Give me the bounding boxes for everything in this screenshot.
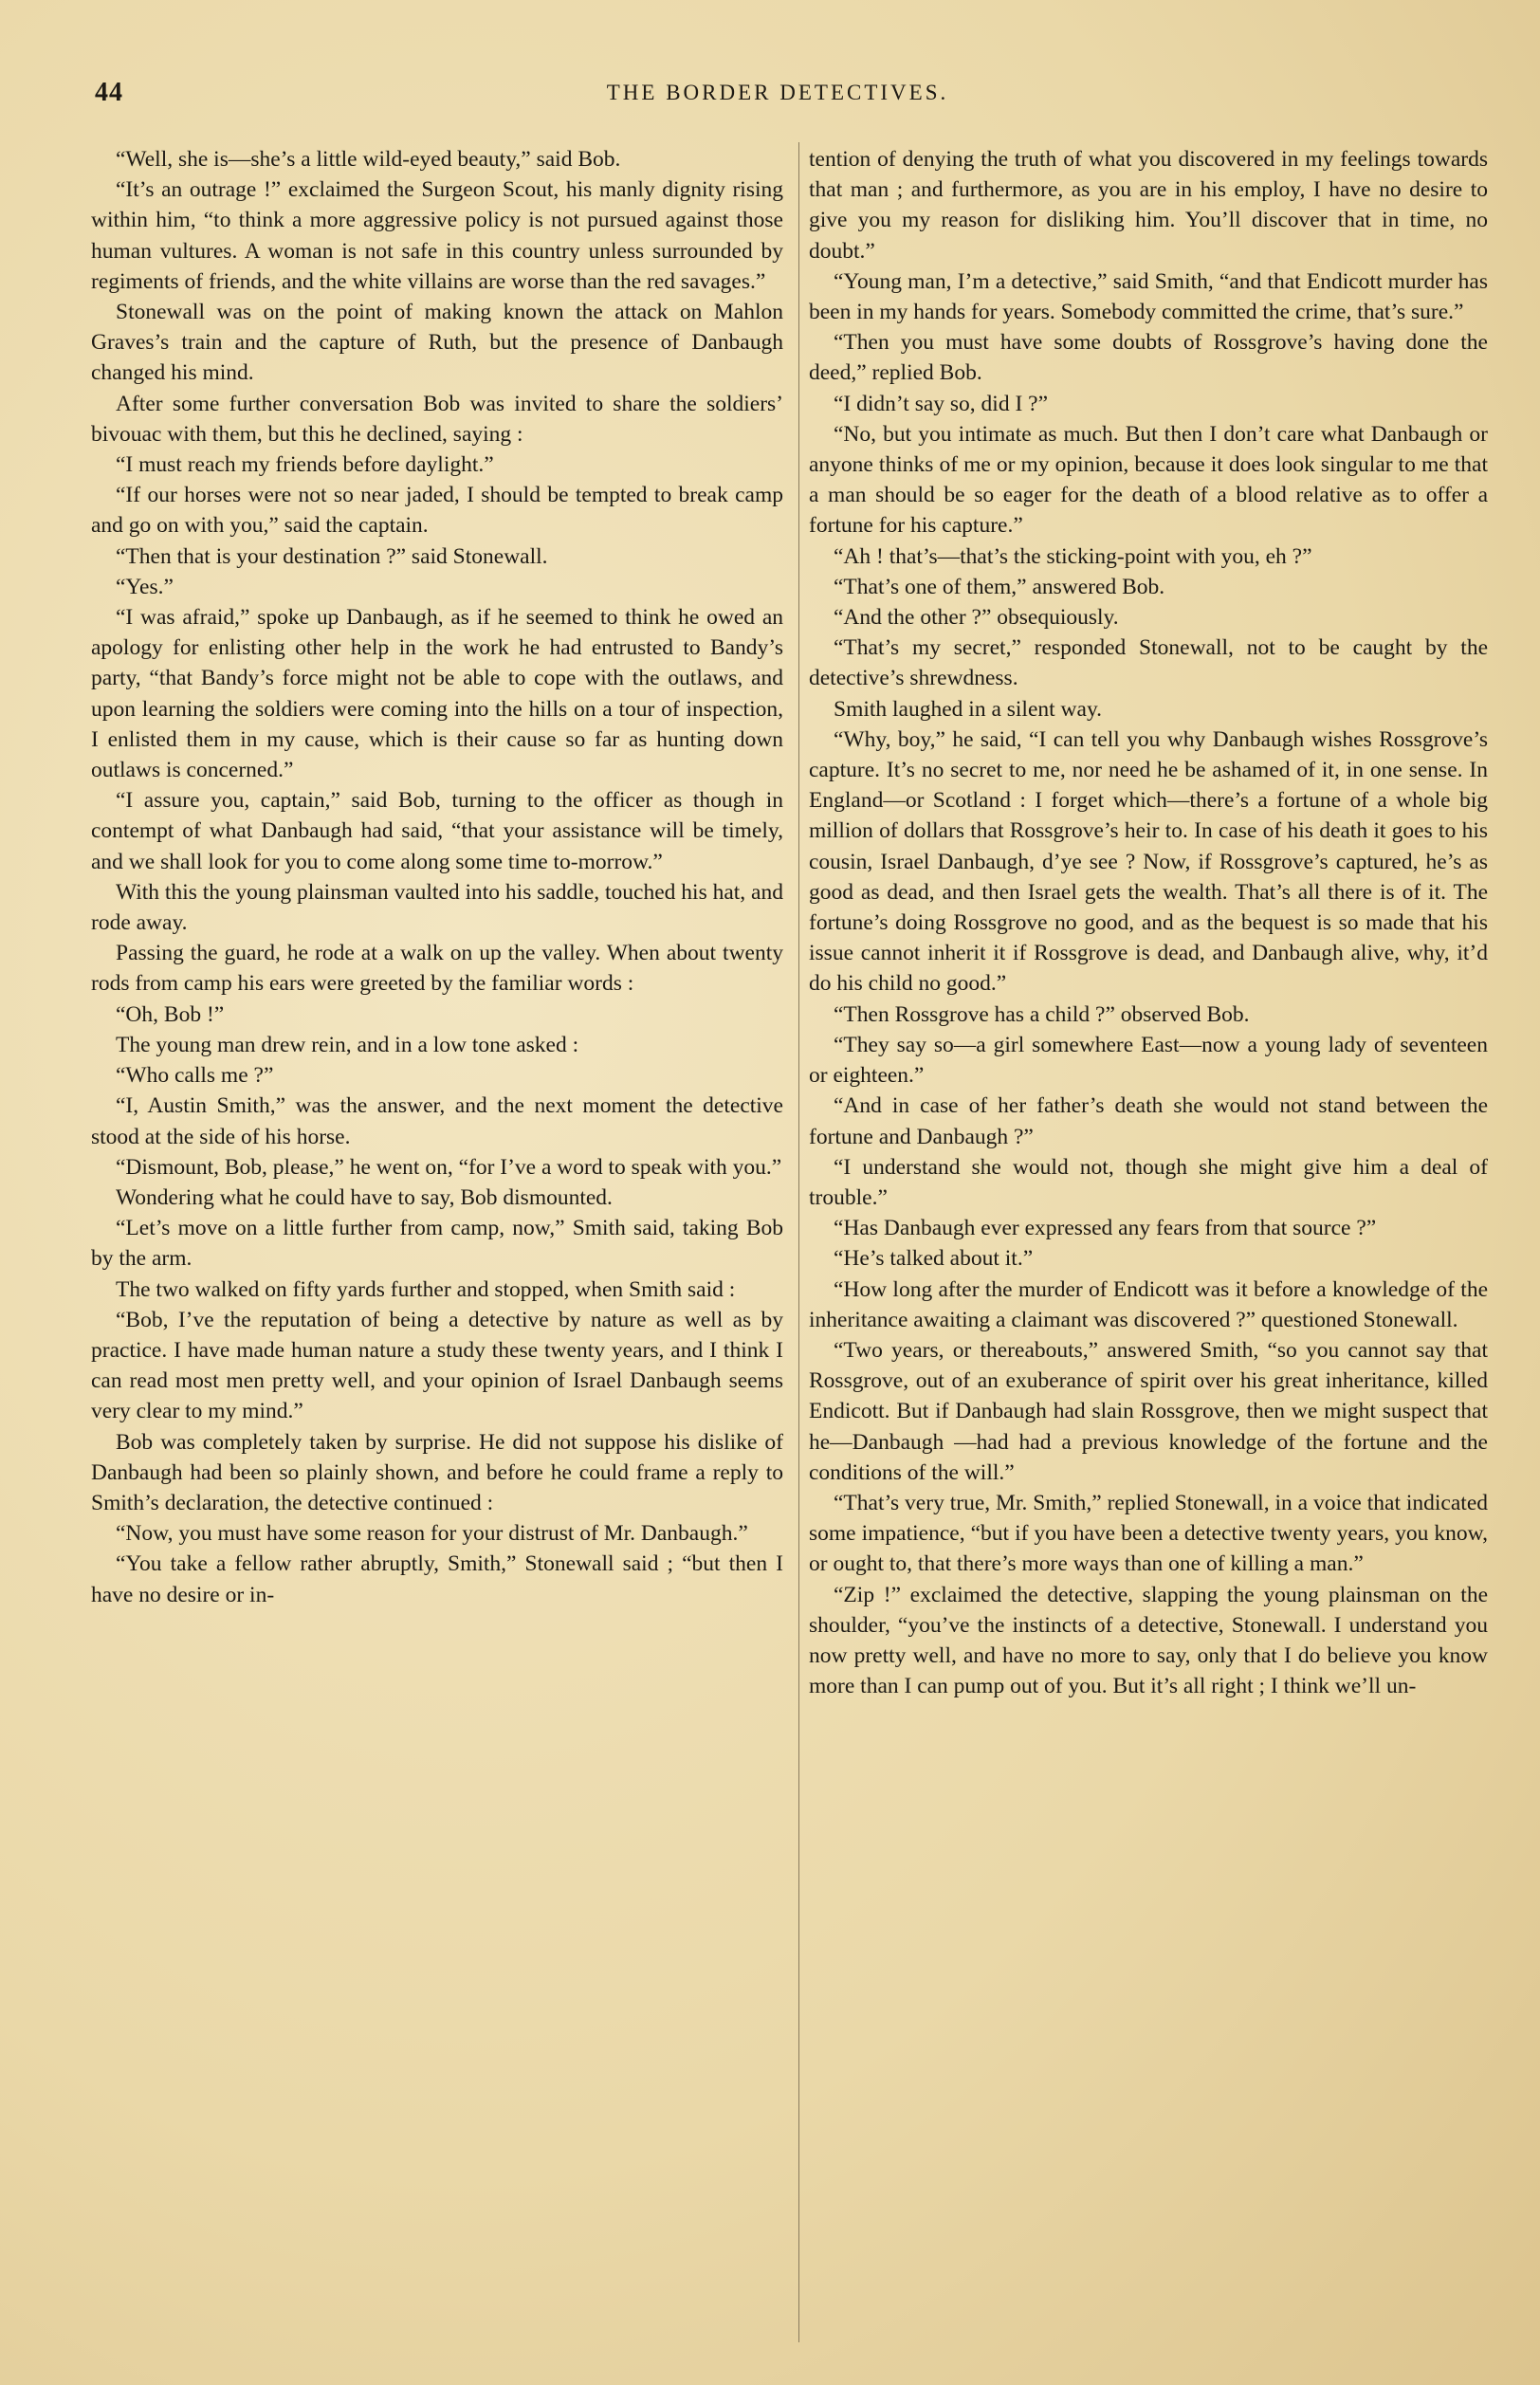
paragraph-continued: tention of denying the truth of what you discovered in my feelings towards that man ; and furthermore, as you are in his employ, I have no desire to give you my reason for disliking him. You’ll discover that in time, no doubt.”: [809, 147, 1488, 264]
paragraph: “Yes.”: [116, 574, 174, 599]
paragraph: “Young man, I’m a detective,” said Smith, “and that Endicott murder has been in my hands for years. Somebody committed the crime, that’s sure.”: [809, 268, 1488, 325]
paragraph: “Ah ! that’s—that’s the sticking-point with you, eh ?”: [834, 543, 1312, 569]
paragraph: “Then you must have some doubts of Rossgrove’s having done the deed,” replied Bob.: [809, 330, 1488, 386]
paragraph: After some further conversation Bob was invited to share the soldiers’ bivouac with them, but this he declined, saying :: [91, 391, 783, 447]
paragraph: “That’s one of them,” answered Bob.: [834, 574, 1165, 599]
paragraph: “Well, she is—she’s a little wild-eyed beauty,” said Bob.: [116, 147, 621, 172]
paragraph: “Bob, I’ve the reputation of being a detective by nature as well as by practice. I have made human nature a study these twenty years, and I think I can read most men pretty well, and your opinion of Israel Danbaugh seems very clear to my mind.”: [91, 1307, 783, 1424]
paragraph: “It’s an outrage !” exclaimed the Surgeon Scout, his manly dignity rising within him, “to think a more aggressive policy is not pursued against those human vultures. A woman is not safe in this country unless surrounded by regiments of friends, and the white villains are worse than the red savages.”: [91, 177, 783, 294]
right-column: [809, 144, 1488, 1701]
paragraph: Smith laughed in a silent way.: [834, 696, 1103, 722]
paragraph: “Oh, Bob !”: [116, 1001, 225, 1027]
column-divider: [798, 142, 799, 2342]
paragraph: With this the young plainsman vaulted into his saddle, touched his hat, and rode away.: [91, 879, 783, 936]
paragraph: Wondering what he could have to say, Bob dismounted.: [116, 1184, 613, 1210]
paragraph: Passing the guard, he rode at a walk on up the valley. When about twenty rods from camp his ears were greeted by the familiar words :: [91, 941, 783, 997]
paragraph: “Who calls me ?”: [116, 1063, 274, 1089]
paragraph: “Let’s move on a little further from camp, now,” Smith said, taking Bob by the arm.: [91, 1216, 783, 1272]
paragraph: “Dismount, Bob, please,” he went on, “for I’ve a word to speak with you.”: [116, 1154, 782, 1180]
paragraph: “How long after the murder of Endicott was it before a knowledge of the inheritance awaiting a claimant was discovered ?” questioned Stonewall.: [809, 1276, 1488, 1332]
paragraph: Bob was completely taken by surprise. He did not suppose his dislike of Danbaugh had been so plainly shown, and before he could frame a reply to Smith’s declaration, the detective continued :: [91, 1429, 783, 1515]
paragraph: Stonewall was on the point of making known the attack on Mahlon Graves’s train and the capture of Ruth, but the presence of Danbaugh changed his mind.: [91, 300, 783, 386]
paragraph: “Then that is your destination ?” said Stonewall.: [116, 543, 548, 569]
paragraph: “I assure you, captain,” said Bob, turning to the officer as though in contempt of what Danbaugh had said, “that your assistance will be timely, and we shall look for you to come along some time to-morrow.”: [91, 788, 783, 874]
paragraph: “If our horses were not so near jaded, I should be tempted to break camp and go on with you,” said the captain.: [91, 483, 783, 539]
paragraph: “And the other ?” obsequiously.: [834, 605, 1119, 631]
paragraph: “No, but you intimate as much. But then I don’t care what Danbaugh or anyone thinks of me or my opinion, because it does look singular to me that a man should be so eager for the death of a blood relative as to offer a fortune for his capture.”: [809, 421, 1488, 539]
paragraph: “I must reach my friends before daylight.”: [116, 452, 494, 478]
paragraph: “Then Rossgrove has a child ?” observed Bob.: [834, 1001, 1250, 1027]
paragraph: “I, Austin Smith,” was the answer, and the next moment the detective stood at the side of his horse.: [91, 1093, 783, 1149]
paragraph: “You take a fellow rather abruptly, Smith,” Stonewall said ; “but then I have no desire or in-: [91, 1551, 783, 1607]
paragraph: “Now, you must have some reason for your distrust of Mr. Danbaugh.”: [116, 1521, 748, 1547]
left-column: [91, 144, 783, 1610]
paragraph: “Has Danbaugh ever expressed any fears from that source ?”: [834, 1216, 1377, 1241]
paragraph: The two walked on fifty yards further and stopped, when Smith said :: [116, 1276, 736, 1302]
paragraph: “Why, boy,” he said, “I can tell you why Danbaugh wishes Rossgrove’s capture. It’s no secret to me, nor need he be ashamed of it, in one sense. In England—or Scotland : I forget which—there’s a fortune of a whole big million of dollars that Rossgrove’s heir to. In case of his death it goes to his cousin, Israel Danbaugh, d’ye see ? Now, if Rossgrove’s captured, he’s as good as dead, and then Israel gets the wealth. That’s all there is of it. The fortune’s doing Rossgrove no good, and as the bequest is so made that his issue cannot inherit it if Rossgrove is dead, and Danbaugh alive, why, it’d do his child no good.”: [809, 726, 1488, 997]
paragraph: “He’s talked about it.”: [834, 1246, 1034, 1272]
paragraph: The young man drew rein, and in a low tone asked :: [116, 1032, 579, 1057]
paragraph: “Zip !” exclaimed the detective, slapping the young plainsman on the shoulder, “you’ve the instincts of a detective, Stonewall. I understand you now pretty well, and have no more to say, only that I do believe you know more than I can pump out of you. But it’s all right ; I think we’ll un-: [809, 1582, 1488, 1699]
paragraph: “I didn’t say so, did I ?”: [834, 391, 1049, 416]
paragraph: “I was afraid,” spoke up Danbaugh, as if he seemed to think he owed an apology for enlisting other help in the work he had entrusted to Bandy’s party, “that Bandy’s force might not be able to cope with the outlaws, and upon learning the soldiers were coming into the hills on a tour of inspection, I enlisted them in my cause, which is their cause so far as hunting down outlaws is concerned.”: [91, 605, 783, 783]
page-header: [95, 78, 1460, 116]
paragraph: “They say so—a girl somewhere East—now a young lady of seventeen or eighteen.”: [809, 1032, 1488, 1089]
paragraph: “I understand she would not, though she might give him a deal of trouble.”: [809, 1154, 1488, 1210]
paragraph: “That’s my secret,” responded Stonewall, not to be caught by the detective’s shrewdness.: [809, 635, 1488, 691]
page-number: 44: [95, 78, 123, 107]
running-title: THE BORDER DETECTIVES.: [606, 81, 949, 104]
paragraph: “And in case of her father’s death she would not stand between the fortune and Danbaugh ?”: [809, 1093, 1488, 1149]
paragraph: “Two years, or thereabouts,” answered Smith, “so you cannot say that Rossgrove, out of an exuberance of spirit over his great inheritance, killed Endicott. But if Danbaugh had slain Rossgrove, then we might suspect that he—Danbaugh —had had a previous knowledge of the fortune and the conditions of the will.”: [809, 1337, 1488, 1485]
paragraph: “That’s very true, Mr. Smith,” replied Stonewall, in a voice that indicated some impatience, “but if you have been a detective twenty years, you know, or ought to, that there’s more ways than one of killing a man.”: [809, 1490, 1488, 1577]
